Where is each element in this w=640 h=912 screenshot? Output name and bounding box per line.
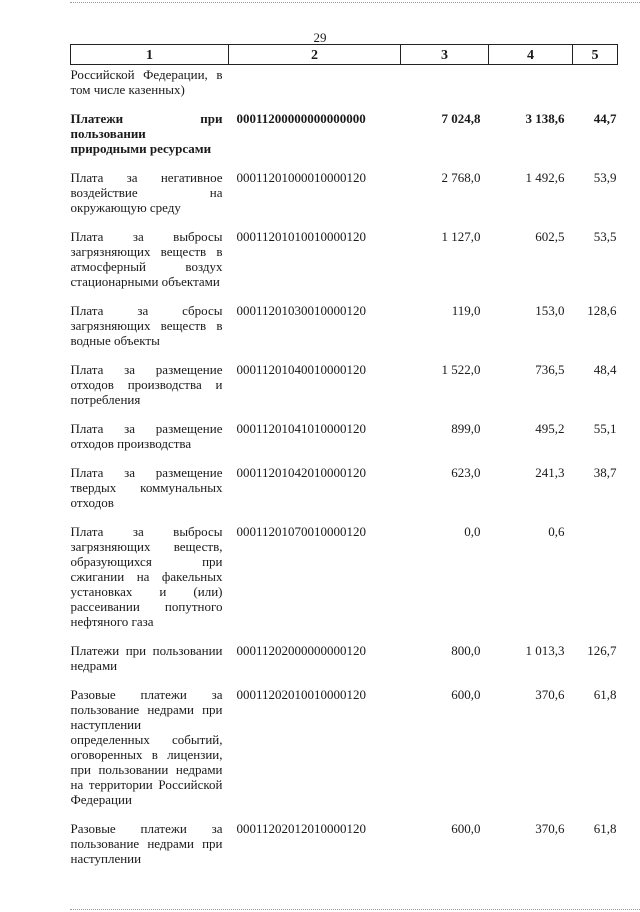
- row-plan-value: [401, 65, 489, 98]
- row-percent-value: 128,6: [587, 303, 617, 318]
- row-plan-value: 119,0: [451, 303, 481, 318]
- row-plan-value: 600,0: [451, 687, 481, 702]
- row-actual-value: 602,5: [535, 229, 565, 244]
- row-plan-value: 899,0: [451, 421, 481, 436]
- row-percent-value: 53,5: [593, 229, 617, 244]
- column-header-3: 3: [401, 45, 489, 65]
- row-code: 00011201010010000120: [236, 229, 367, 244]
- row-code: [229, 65, 401, 98]
- row-name: Плата за размещение отходов производства: [70, 421, 223, 451]
- row-code: 00011201000010000120: [236, 170, 367, 185]
- row-name: Платежи при пользовании недрами: [70, 643, 223, 673]
- row-name: Разовые платежи за пользование недрами при наступлении определенных событий, оговоренных в лицензии, при пользовании недрами на территории Российской Федерации: [70, 687, 223, 807]
- column-header-5: 5: [573, 45, 618, 65]
- row-plan-value: 600,0: [451, 821, 481, 836]
- column-header-4: 4: [489, 45, 573, 65]
- row-actual-value: 0,6: [548, 524, 565, 539]
- row-plan-value: 800,0: [451, 643, 481, 658]
- table-row: [71, 451, 618, 510]
- table-row: [71, 807, 618, 866]
- row-percent-value: [573, 510, 618, 629]
- row-name: Разовые платежи за пользование недрами при наступлении: [70, 821, 223, 866]
- table-row: [71, 289, 618, 348]
- table-row: [71, 65, 618, 98]
- budget-table: [70, 44, 618, 866]
- row-plan-value: 623,0: [451, 465, 481, 480]
- row-percent-value: 53,9: [593, 170, 617, 185]
- page-number: 29: [313, 30, 327, 45]
- row-name: Российской Федерации, в том числе казенных): [70, 67, 223, 97]
- top-scan-edge: [70, 2, 640, 3]
- row-code: 00011201042010000120: [236, 465, 367, 480]
- table-row: [71, 510, 618, 629]
- row-actual-value: 1 492,6: [525, 170, 565, 185]
- row-actual-value: 153,0: [535, 303, 565, 318]
- table-row: [71, 407, 618, 451]
- row-code: 00011202000000000120: [236, 643, 367, 658]
- column-header-1: 1: [71, 45, 229, 65]
- row-actual-value: 3 138,6: [525, 111, 565, 126]
- row-name: Плата за выбросы загрязняющих веществ в атмосферный воздух стационарными объектами: [70, 229, 223, 289]
- row-actual-value: 736,5: [535, 362, 565, 377]
- row-percent-value: 61,8: [593, 821, 617, 836]
- row-actual-value: 370,6: [535, 687, 565, 702]
- row-plan-value: 2 768,0: [441, 170, 481, 185]
- column-header-2: 2: [229, 45, 401, 65]
- table-row: [71, 97, 618, 156]
- row-name: Платежи при пользовании природными ресурсами: [70, 111, 223, 156]
- row-plan-value: 7 024,8: [441, 111, 481, 126]
- row-actual-value: 370,6: [535, 821, 565, 836]
- table-row: [71, 629, 618, 673]
- table-row: [71, 673, 618, 807]
- row-code: 00011200000000000000: [236, 111, 366, 126]
- row-percent-value: 48,4: [593, 362, 617, 377]
- row-percent-value: [573, 65, 618, 98]
- row-actual-value: 241,3: [535, 465, 565, 480]
- row-code: 00011201041010000120: [236, 421, 367, 436]
- row-plan-value: 1 127,0: [441, 229, 481, 244]
- row-percent-value: 126,7: [587, 643, 617, 658]
- row-percent-value: 38,7: [593, 465, 617, 480]
- row-actual-value: [489, 65, 573, 98]
- row-percent-value: 61,8: [593, 687, 617, 702]
- table-row: [71, 348, 618, 407]
- row-plan-value: 1 522,0: [441, 362, 481, 377]
- table-row: [71, 156, 618, 215]
- row-code: 00011201070010000120: [236, 524, 367, 539]
- row-actual-value: 1 013,3: [525, 643, 565, 658]
- row-percent-value: 44,7: [593, 111, 617, 126]
- row-name: Плата за выбросы загрязняющих веществ, образующихся при сжигании на факельных установках и (или) рассеивании попутного нефтяного газа: [70, 524, 223, 629]
- header-row: [71, 45, 618, 65]
- row-actual-value: 495,2: [535, 421, 565, 436]
- row-code: 00011202012010000120: [236, 821, 367, 836]
- row-name: Плата за размещение отходов производства и потребления: [70, 362, 223, 407]
- row-name: Плата за сбросы загрязняющих веществ в водные объекты: [70, 303, 223, 348]
- row-plan-value: 0,0: [464, 524, 481, 539]
- row-code: 00011201040010000120: [236, 362, 367, 377]
- table-row: [71, 215, 618, 289]
- row-code: 00011202010010000120: [236, 687, 367, 702]
- row-name: Плата за негативное воздействие на окружающую среду: [70, 170, 223, 215]
- row-name: Плата за размещение твердых коммунальных отходов: [70, 465, 223, 510]
- row-code: 00011201030010000120: [236, 303, 367, 318]
- row-percent-value: 55,1: [593, 421, 617, 436]
- bottom-scan-edge: [70, 909, 640, 910]
